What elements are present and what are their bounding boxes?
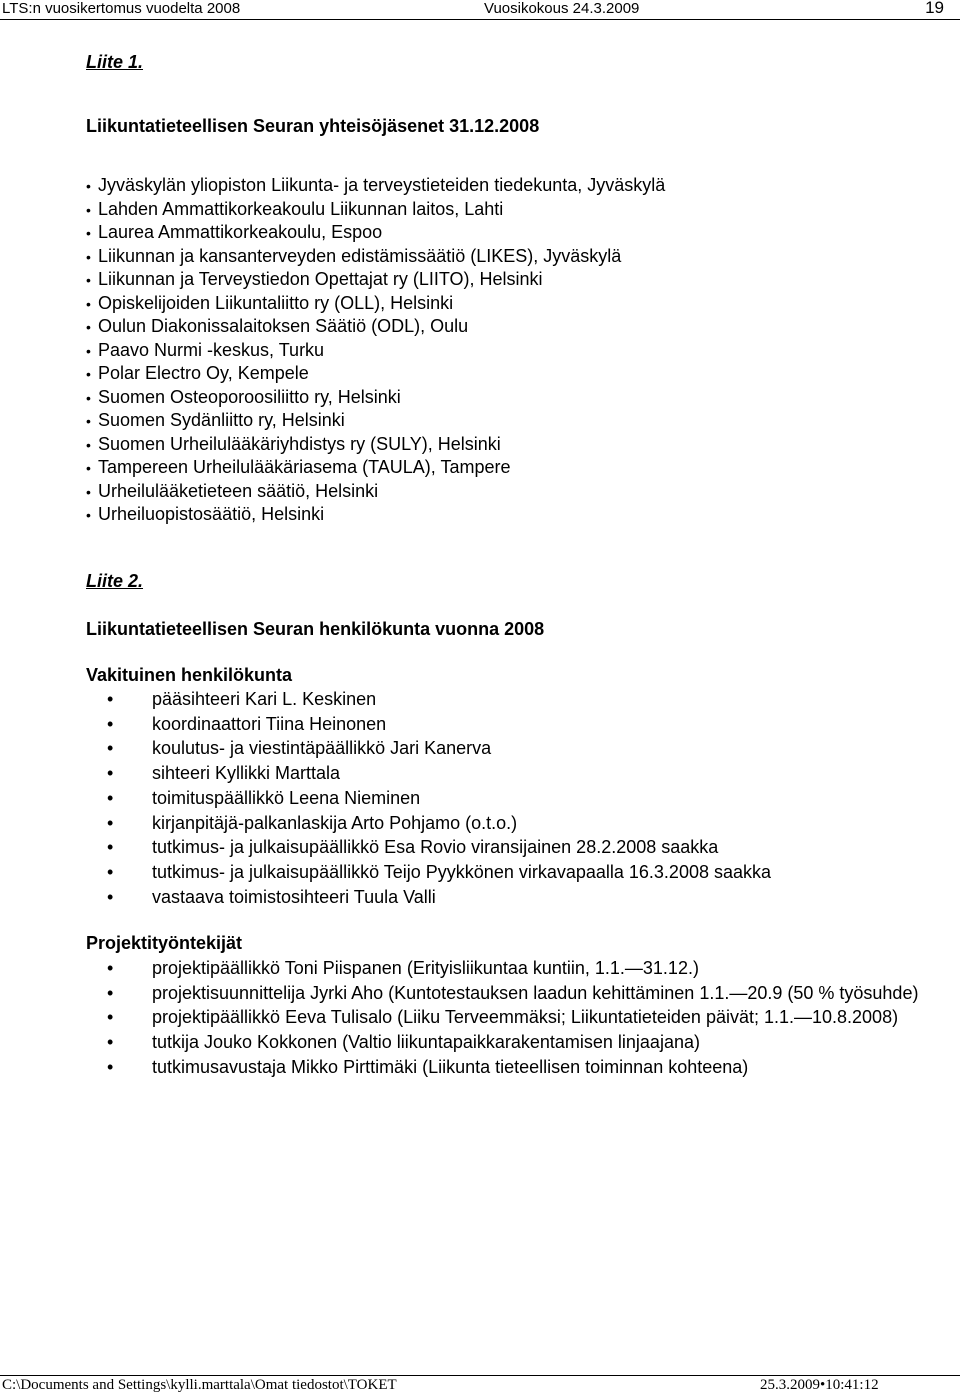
list-item-text: Oulun Diakonissalaitoksen Säätiö (ODL), Oulu (98, 316, 469, 337)
list-item-text: Suomen Sydänliitto ry, Helsinki (98, 410, 345, 431)
page-header (0, 0, 960, 20)
bullet-icon: • (107, 738, 114, 759)
list-item-text: Suomen Urheilulääkäriyhdistys ry (SULY), Helsinki (98, 433, 501, 454)
list-item-text: Laurea Ammattikorkeakoulu, Espoo (98, 222, 383, 243)
list-item (107, 811, 927, 836)
list-item-text: tutkimusavustaja Mikko Pirttimäki (Liikunta tieteellisen toiminnan kohteena) (152, 1056, 749, 1077)
footer-timestamp: 25.3.2009•10:41:12 (760, 1377, 879, 1393)
bullet-icon: • (86, 507, 91, 524)
bullet-icon: • (86, 460, 91, 477)
list-item-text: kirjanpitäjä-palkanlaskija Arto Pohjamo (o.t.o.) (152, 812, 518, 833)
list-item-text: Opiskelijoiden Liikuntaliitto ry (OLL), Helsinki (98, 292, 454, 313)
list-item (86, 409, 665, 433)
list-item-text: vastaava toimistosihteeri Tuula Valli (152, 886, 436, 907)
appendix-1-title: Liikuntatieteellisen Seuran yhteisöjäsenet 31.12.2008 (86, 116, 540, 136)
list-item-text: Jyväskylän yliopiston Liikunta- ja terveystieteiden tiedekunta, Jyväskylä (98, 175, 666, 195)
list-item (86, 174, 665, 198)
bullet-icon: • (86, 342, 91, 359)
list-item (86, 315, 665, 339)
list-item (107, 786, 927, 811)
list-item (86, 362, 665, 386)
header-divider (0, 19, 960, 20)
footer-file-path: C:\Documents and Settings\kylli.marttala\Omat tiedostot\TOKET (2, 1377, 397, 1393)
list-item (107, 956, 927, 981)
list-item (86, 480, 665, 504)
appendix-2-title: Liikuntatieteellisen Seuran henkilökunta vuonna 2008 (86, 619, 545, 639)
list-item-text: toimituspäällikkö Leena Nieminen (152, 787, 421, 808)
bullet-icon: • (107, 713, 114, 734)
bullet-icon: • (107, 689, 114, 709)
list-item-text: Tampereen Urheilulääkäriasema (TAULA), Tampere (98, 457, 511, 478)
bullet-icon: • (86, 201, 91, 218)
list-item-text: pääsihteeri Kari L. Keskinen (152, 689, 377, 709)
bullet-icon: • (86, 483, 91, 500)
permanent-staff-heading: Vakituinen henkilökunta (86, 665, 293, 685)
project-staff-heading: Projektityöntekijät (86, 933, 243, 953)
list-item (86, 386, 665, 410)
list-item-text: tutkija Jouko Kokkonen (Valtio liikuntapaikkarakentamisen linjaajana) (152, 1032, 700, 1053)
bullet-icon: • (107, 812, 114, 833)
bullet-icon: • (86, 248, 91, 265)
list-item-text: projektipäällikkö Toni Piispanen (Erityisliikuntaa kuntiin, 1.1.—31.12.) (152, 958, 699, 978)
list-item-text: Liikunnan ja kansanterveyden edistämissäätiö (LIKES), Jyväskylä (98, 245, 622, 266)
bullet-icon: • (86, 366, 91, 383)
list-item (107, 1055, 927, 1080)
bullet-icon: • (86, 178, 91, 194)
bullet-icon: • (107, 1007, 114, 1028)
list-item (107, 1005, 927, 1030)
bullet-icon: • (107, 763, 114, 784)
bullet-icon: • (107, 861, 114, 882)
list-item-text: koordinaattori Tiina Heinonen (152, 713, 387, 734)
list-item (86, 503, 665, 527)
list-item (86, 433, 665, 457)
list-item-text: Urheiluopistosäätiö, Helsinki (98, 504, 325, 525)
bullet-icon: • (107, 787, 114, 808)
bullet-icon: • (107, 837, 114, 858)
bullet-icon: • (86, 389, 91, 406)
list-item (86, 245, 665, 269)
header-report-title: LTS:n vuosikertomus vuodelta 2008 (2, 0, 241, 17)
list-item (86, 268, 665, 292)
footer-divider (0, 1375, 960, 1376)
bullet-icon: • (107, 1032, 114, 1053)
list-item-text: tutkimus- ja julkaisupäällikkö Teijo Pyykkönen virkavapaalla 16.3.2008 saakka (152, 861, 772, 882)
list-item-text: Urheilulääketieteen säätiö, Helsinki (98, 480, 379, 501)
bullet-icon: • (86, 413, 91, 430)
list-item (86, 292, 665, 316)
list-item-text: koulutus- ja viestintäpäällikkö Jari Kanerva (152, 738, 492, 759)
list-item-text: Lahden Ammattikorkeakoulu Liikunnan laitos, Lahti (98, 198, 504, 219)
list-item (107, 835, 927, 860)
list-item (107, 687, 927, 712)
list-item (86, 221, 665, 245)
list-item (107, 981, 927, 1006)
bullet-icon: • (107, 958, 114, 978)
list-item (107, 860, 927, 885)
bullet-icon: • (86, 272, 91, 289)
list-item (86, 198, 665, 222)
header-meeting-date: Vuosikokous 24.3.2009 (484, 0, 640, 17)
list-item-text: projektisuunnittelija Jyrki Aho (Kuntotestauksen laadun kehittäminen 1.1.—20.9 (50 % työsuhde) (152, 982, 919, 1003)
list-item (107, 761, 927, 786)
list-item (107, 712, 927, 737)
member-list (86, 174, 665, 527)
list-item (107, 885, 927, 910)
list-item-text: sihteeri Kyllikki Marttala (152, 763, 341, 784)
bullet-icon: • (86, 225, 91, 242)
list-item (86, 456, 665, 480)
list-item (107, 736, 927, 761)
appendix-1-label: Liite 1. (86, 52, 144, 72)
bullet-icon: • (86, 436, 91, 453)
list-item-text: Paavo Nurmi -keskus, Turku (98, 339, 325, 360)
page-number: 19 (925, 0, 944, 17)
appendix-2-label: Liite 2. (86, 571, 144, 591)
permanent-staff-list (107, 687, 927, 909)
list-item (86, 339, 665, 363)
list-item-text: Suomen Osteoporoosiliitto ry, Helsinki (98, 386, 401, 407)
bullet-icon: • (86, 295, 91, 312)
list-item-text: tutkimus- ja julkaisupäällikkö Esa Rovio viransijainen 28.2.2008 saakka (152, 837, 719, 858)
bullet-icon: • (107, 886, 114, 907)
list-item (107, 1030, 927, 1055)
project-staff-list (107, 956, 927, 1080)
bullet-icon: • (86, 319, 91, 336)
list-item-text: Liikunnan ja Terveystiedon Opettajat ry (LIITO), Helsinki (98, 269, 543, 290)
bullet-icon: • (107, 982, 114, 1003)
list-item-text: projektipäällikkö Eeva Tulisalo (Liiku Terveemmäksi; Liikuntatieteiden päivät; 1.1.—10.8.2008) (152, 1007, 899, 1028)
list-item-text: Polar Electro Oy, Kempele (98, 363, 309, 384)
bullet-icon: • (107, 1056, 114, 1077)
